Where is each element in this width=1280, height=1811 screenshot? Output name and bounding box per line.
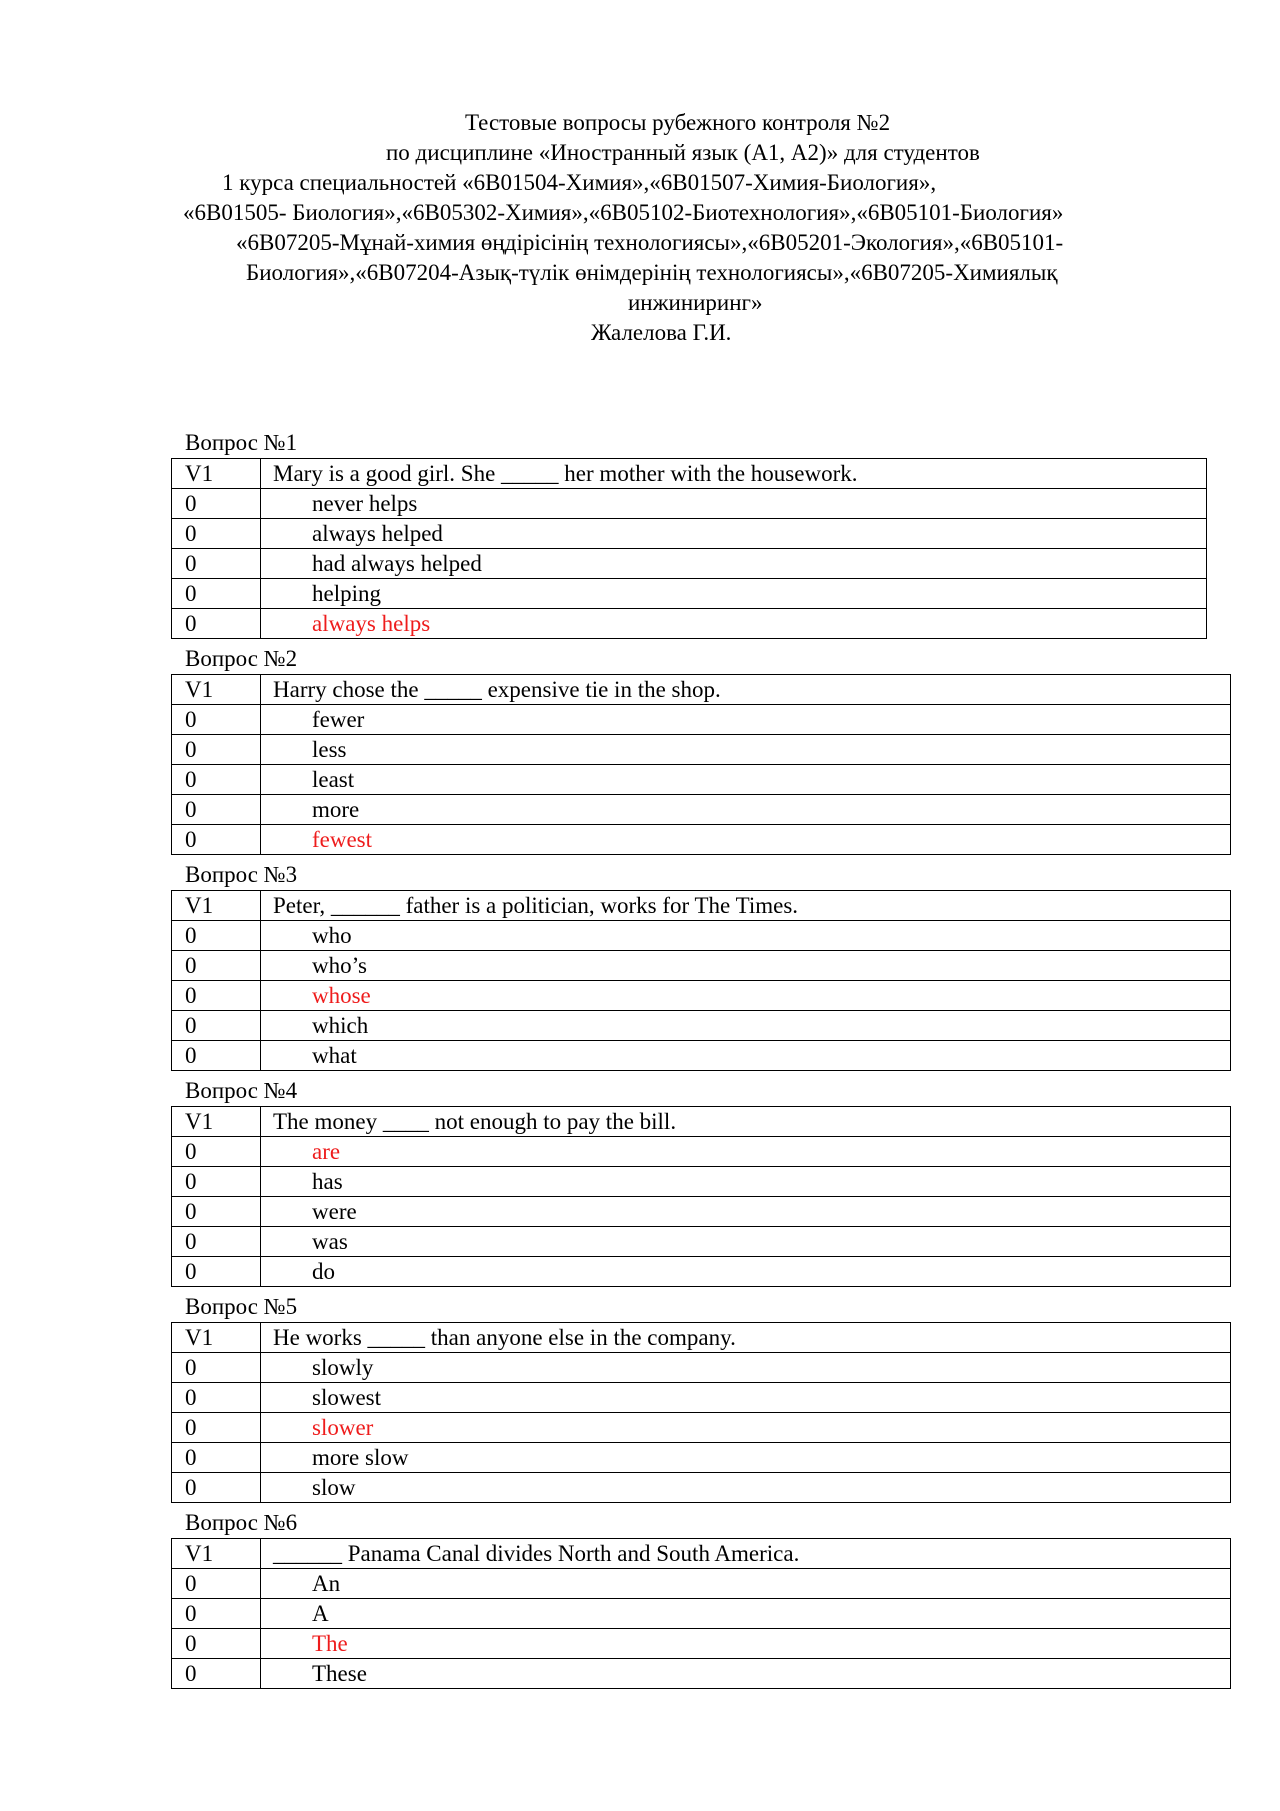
answer-score: 0: [172, 1569, 261, 1599]
header-line-specialties-4: Биология»,«6В07204-Азық-түлік өнімдерінің технологиясы»,«6В07205-Химиялық: [246, 260, 1058, 285]
question-table: [171, 674, 1231, 855]
answer-score: 0: [172, 519, 261, 549]
header-line-specialties-2: «6В01505- Биология»,«6В05302-Химия»,«6В05102-Биотехнология»,«6В05101-Биология»: [183, 200, 1064, 225]
question-text: He works _____ than anyone else in the company.: [261, 1323, 1231, 1353]
question-block-2: [171, 644, 1231, 855]
answer-text: slowest: [261, 1383, 1231, 1413]
question-row: [172, 675, 1231, 705]
answer-text: A: [261, 1599, 1231, 1629]
answer-text: never helps: [261, 489, 1207, 519]
answer-option-row: [172, 609, 1207, 639]
question-version: V1: [172, 1539, 261, 1569]
answer-score: 0: [172, 1383, 261, 1413]
answer-option-row: [172, 519, 1207, 549]
question-block-6: [171, 1508, 1231, 1689]
answer-text: more: [261, 795, 1231, 825]
correct-answer-text: slower: [261, 1413, 1231, 1443]
question-text: ______ Panama Canal divides North and South America.: [261, 1539, 1231, 1569]
question-table: [171, 1106, 1231, 1287]
answer-score: 0: [172, 579, 261, 609]
answer-score: 0: [172, 1227, 261, 1257]
answer-option-row: [172, 489, 1207, 519]
correct-answer-text: always helps: [261, 609, 1207, 639]
question-label: Вопрос №2: [185, 646, 298, 671]
correct-answer-text: fewest: [261, 825, 1231, 855]
question-row: [172, 891, 1231, 921]
answer-option-row: [172, 735, 1231, 765]
answer-text: what: [261, 1041, 1231, 1071]
question-label: Вопрос №4: [185, 1078, 298, 1103]
answer-score: 0: [172, 549, 261, 579]
question-block-4: [171, 1076, 1231, 1287]
correct-answer-text: whose: [261, 981, 1231, 1011]
answer-option-row: [172, 705, 1231, 735]
answer-score: 0: [172, 1197, 261, 1227]
question-block-3: [171, 860, 1231, 1071]
answer-text: slow: [261, 1473, 1231, 1503]
answer-score: 0: [172, 1041, 261, 1071]
answer-option-row: [172, 579, 1207, 609]
answer-option-row: [172, 549, 1207, 579]
header-line-specialties-5: инжиниринг»: [628, 290, 763, 315]
answer-option-row: [172, 1167, 1231, 1197]
question-text: Peter, ______ father is a politician, works for The Times.: [261, 891, 1231, 921]
answer-text: who’s: [261, 951, 1231, 981]
answer-text: These: [261, 1659, 1231, 1689]
answer-text: has: [261, 1167, 1231, 1197]
question-version: V1: [172, 675, 261, 705]
answer-option-row: [172, 1383, 1231, 1413]
correct-answer-text: are: [261, 1137, 1231, 1167]
answer-score: 0: [172, 951, 261, 981]
question-text: The money ____ not enough to pay the bill.: [261, 1107, 1231, 1137]
answer-score: 0: [172, 1137, 261, 1167]
answer-score: 0: [172, 705, 261, 735]
answer-option-row: [172, 1413, 1231, 1443]
question-table: [171, 1322, 1231, 1503]
header-line-specialties-1: 1 курса специальностей «6В01504-Химия»,«6В01507-Химия-Биология»,: [222, 170, 937, 195]
answer-text: who: [261, 921, 1231, 951]
question-block-1: [171, 428, 1207, 639]
header-line-author: Жалелова Г.И.: [591, 320, 732, 345]
answer-text: more slow: [261, 1443, 1231, 1473]
answer-option-row: [172, 1137, 1231, 1167]
question-label: Вопрос №1: [185, 430, 298, 455]
answer-option-row: [172, 1569, 1231, 1599]
question-version: V1: [172, 459, 261, 489]
answer-option-row: [172, 1659, 1231, 1689]
question-text: Harry chose the _____ expensive tie in the shop.: [261, 675, 1231, 705]
answer-text: which: [261, 1011, 1231, 1041]
answer-option-row: [172, 765, 1231, 795]
question-block-5: [171, 1292, 1231, 1503]
answer-option-row: [172, 1353, 1231, 1383]
answer-option-row: [172, 921, 1231, 951]
answer-score: 0: [172, 1599, 261, 1629]
question-version: V1: [172, 1323, 261, 1353]
answer-option-row: [172, 951, 1231, 981]
answer-text: were: [261, 1197, 1231, 1227]
answer-score: 0: [172, 825, 261, 855]
question-row: [172, 1323, 1231, 1353]
answer-option-row: [172, 1227, 1231, 1257]
answer-text: slowly: [261, 1353, 1231, 1383]
answer-text: least: [261, 765, 1231, 795]
answer-score: 0: [172, 1011, 261, 1041]
answer-option-row: [172, 1599, 1231, 1629]
answer-option-row: [172, 1473, 1231, 1503]
answer-option-row: [172, 1257, 1231, 1287]
answer-score: 0: [172, 1257, 261, 1287]
answer-score: 0: [172, 1353, 261, 1383]
answer-option-row: [172, 825, 1231, 855]
answer-score: 0: [172, 1443, 261, 1473]
answer-option-row: [172, 795, 1231, 825]
question-label: Вопрос №6: [185, 1510, 298, 1535]
question-version: V1: [172, 891, 261, 921]
answer-score: 0: [172, 489, 261, 519]
answer-score: 0: [172, 795, 261, 825]
answer-text: helping: [261, 579, 1207, 609]
answer-score: 0: [172, 1629, 261, 1659]
answer-text: was: [261, 1227, 1231, 1257]
answer-option-row: [172, 1443, 1231, 1473]
answer-score: 0: [172, 609, 261, 639]
question-table: [171, 458, 1207, 639]
header-line-specialties-3: «6В07205-Мұнай-химия өңдірісінің технологиясы»,«6В05201-Экология»,«6В05101-: [236, 230, 1064, 255]
answer-option-row: [172, 1011, 1231, 1041]
header-line-title: Тестовые вопросы рубежного контроля №2: [465, 110, 891, 135]
question-row: [172, 459, 1207, 489]
answer-score: 0: [172, 765, 261, 795]
question-table: [171, 1538, 1231, 1689]
answer-score: 0: [172, 1473, 261, 1503]
question-table: [171, 890, 1231, 1071]
answer-score: 0: [172, 1413, 261, 1443]
answer-option-row: [172, 1197, 1231, 1227]
answer-text: always helped: [261, 519, 1207, 549]
answer-score: 0: [172, 921, 261, 951]
correct-answer-text: The: [261, 1629, 1231, 1659]
answer-score: 0: [172, 1167, 261, 1197]
answer-text: do: [261, 1257, 1231, 1287]
header-line-discipline: по дисциплине «Иностранный язык (А1, А2)» для студентов: [386, 140, 980, 165]
question-label: Вопрос №3: [185, 862, 298, 887]
answer-option-row: [172, 1629, 1231, 1659]
answer-text: less: [261, 735, 1231, 765]
answer-score: 0: [172, 1659, 261, 1689]
answer-score: 0: [172, 735, 261, 765]
question-version: V1: [172, 1107, 261, 1137]
answer-score: 0: [172, 981, 261, 1011]
question-label: Вопрос №5: [185, 1294, 298, 1319]
question-text: Mary is a good girl. She _____ her mother with the housework.: [261, 459, 1207, 489]
answer-text: had always helped: [261, 549, 1207, 579]
answer-option-row: [172, 981, 1231, 1011]
answer-option-row: [172, 1041, 1231, 1071]
question-row: [172, 1107, 1231, 1137]
question-row: [172, 1539, 1231, 1569]
answer-text: An: [261, 1569, 1231, 1599]
answer-text: fewer: [261, 705, 1231, 735]
